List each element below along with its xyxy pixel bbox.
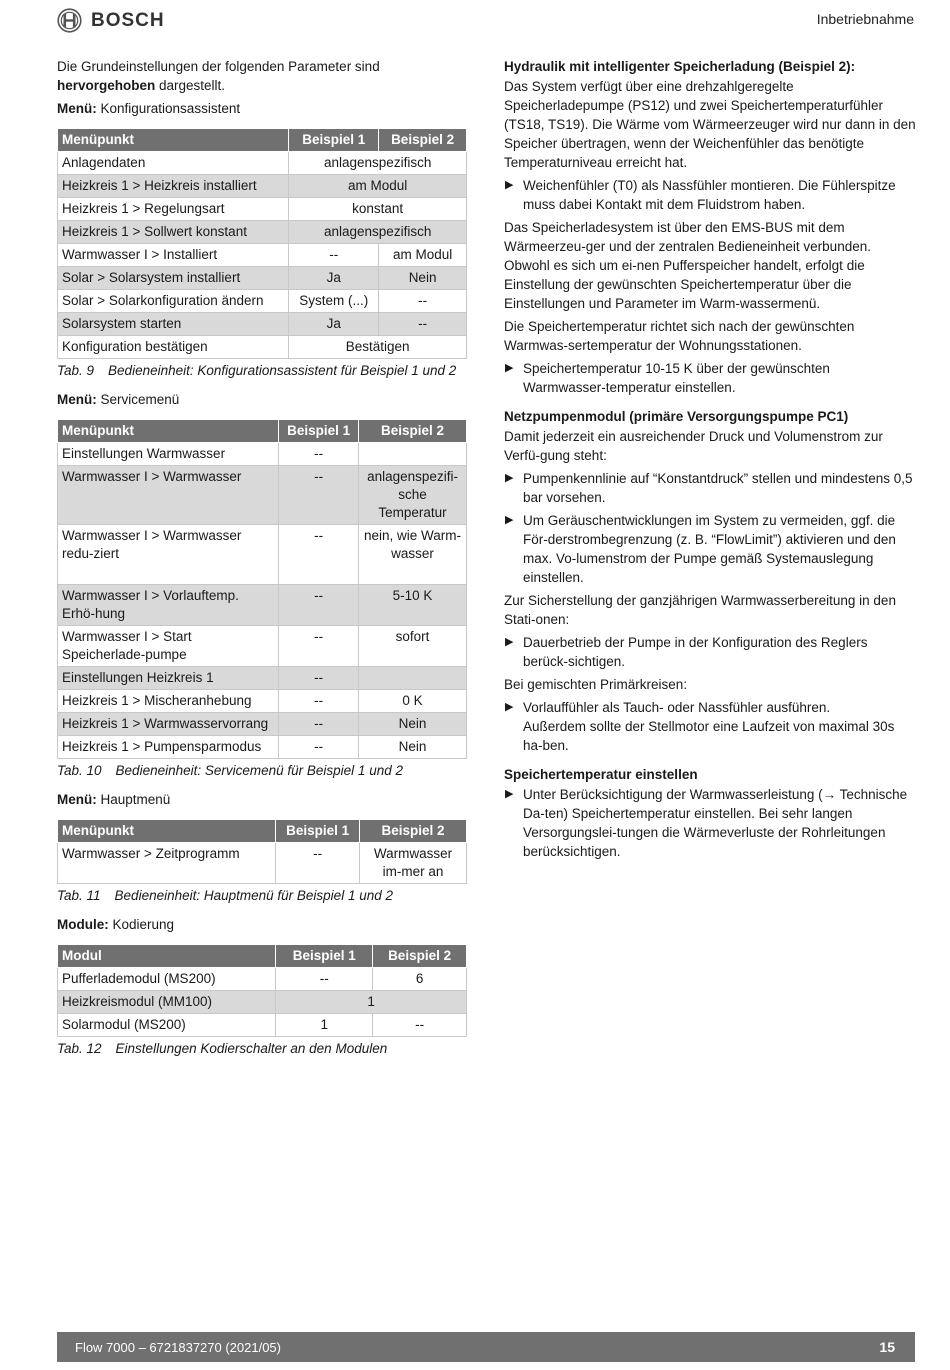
bullet-arrow-icon: ▶ [505, 701, 514, 713]
table-12-coding-switches [57, 944, 467, 1037]
column-header: Beispiel 1 [279, 420, 359, 443]
paragraph: Das Speicherladesystem ist über den EMS-BUS mit dem Wärmeerzeu-ger und der zentralen Bedieneinheit verbunden. Obwohl es sich um ei-nen Pufferspeicher handelt, erfolgt die Einstellung der gewünschten Speichertemperatur über die Einstellungen und Parameter im Warm-wassermenü. [504, 220, 871, 311]
column-header: Menüpunkt [58, 420, 279, 443]
bullet-continuation: Außerdem sollte der Stellmotor eine Laufzeit von maximal 30s ha-ben. [523, 719, 895, 753]
document-reference: Flow 7000 – 6721837270 (2021/05) [75, 1340, 281, 1355]
table-cell: Einstellungen Heizkreis 1 [58, 667, 279, 690]
table-cell: System (...) [289, 290, 379, 313]
table-cell: 0 K [359, 690, 467, 713]
table-row [58, 968, 467, 991]
bullet-item: ▶ Speichertemperatur 10-15 K über der gewünschten Warmwasser-temperatur einstellen. [505, 361, 830, 395]
table-row [58, 221, 467, 244]
intro-text: Die Grundeinstellungen der folgenden Parameter sind hervorgehoben dargestellt. [57, 59, 380, 93]
right-column [504, 57, 916, 865]
table-cell: 5-10 K [359, 585, 467, 626]
table-cell: Konfiguration bestätigen [58, 336, 289, 359]
table-cell: Warmwasser > Zeitprogramm [58, 843, 276, 884]
table-cell: -- [279, 667, 359, 690]
table-cell: anlagenspezifi-sche Temperatur [359, 466, 467, 525]
paragraph: Die Speichertemperatur richtet sich nach der gewünschten Warmwas-sertemperatur der Wohnungsstationen. [504, 319, 855, 353]
section-title: Inbetriebnahme [816, 11, 914, 27]
paragraph: Damit jederzeit ein ausreichender Druck und Volumenstrom zur Verfü-gung steht: [504, 429, 883, 463]
table-cell [359, 667, 467, 690]
heading-speichertemperatur: Speichertemperatur einstellen [504, 767, 698, 782]
bullet-arrow-icon: ▶ [505, 788, 514, 800]
table-cell: -- [279, 525, 359, 585]
table-header-row [58, 420, 467, 443]
table-cell: Heizkreis 1 > Mischeranhebung [58, 690, 279, 713]
table-cell: -- [276, 843, 360, 884]
table-row [58, 667, 467, 690]
bullet-arrow-icon: ▶ [505, 636, 514, 648]
bullet-item: ▶ Weichenfühler (T0) als Nassfühler montieren. Die Fühlerspitze muss dabei Kontakt mit dem Fluidstrom haben. [505, 178, 896, 212]
bullet-arrow-icon: ▶ [505, 179, 514, 191]
column-header: Menüpunkt [58, 129, 289, 152]
column-header: Beispiel 2 [379, 129, 467, 152]
table-row [58, 267, 467, 290]
bullet-arrow-icon: ▶ [505, 514, 514, 526]
table-cell: Warmwasser I > Vorlauftemp. Erhö-hung [58, 585, 279, 626]
column-header: Beispiel 2 [373, 945, 467, 968]
table-cell: -- [379, 313, 467, 336]
table-cell: am Modul [289, 175, 467, 198]
table-cell: -- [379, 290, 467, 313]
bosch-logo [57, 8, 165, 33]
table-cell: Warmwasser I > Warmwasser [58, 466, 279, 525]
table-cell: Ja [289, 267, 379, 290]
paragraph: Zur Sicherstellung der ganzjährigen Warmwasserbereitung in den Stati-onen: [504, 593, 896, 627]
table-row [58, 991, 467, 1014]
table-12-caption: Tab. 12 Einstellungen Kodierschalter an den Modulen [57, 1041, 388, 1056]
column-header: Modul [58, 945, 276, 968]
table-row [58, 525, 467, 585]
bullet-arrow-icon: ▶ [505, 472, 514, 484]
table-cell: Warmwasser im-mer an [360, 843, 467, 884]
table-cell: Bestätigen [289, 336, 467, 359]
column-header: Beispiel 1 [276, 820, 360, 843]
table-cell: -- [279, 466, 359, 525]
bosch-armature-icon [57, 8, 82, 33]
page-header [0, 0, 950, 40]
table-12-label: Module: Kodierung [57, 917, 175, 932]
table-11-main-menu [57, 819, 467, 884]
table-cell: Heizkreis 1 > Sollwert konstant [58, 221, 289, 244]
table-cell: Solar > Solarkonfiguration ändern [58, 290, 289, 313]
table-cell: Warmwasser I > Installiert [58, 244, 289, 267]
table-cell: Heizkreis 1 > Heizkreis installiert [58, 175, 289, 198]
table-10-label: Menü: Servicemenü [57, 392, 180, 407]
table-header-row [58, 945, 467, 968]
heading-netzpumpenmodul: Netzpumpenmodul (primäre Versorgungspumpe PC1) [504, 409, 849, 424]
table-10-caption: Tab. 10 Bedieneinheit: Servicemenü für Beispiel 1 und 2 [57, 763, 403, 778]
table-cell: -- [279, 585, 359, 626]
table-row [58, 585, 467, 626]
table-cell: -- [276, 968, 373, 991]
table-cell: -- [279, 626, 359, 667]
left-column [57, 57, 467, 1068]
table-row [58, 443, 467, 466]
paragraph: Das System verfügt über eine drehzahlgeregelte Speicherladepumpe (PS12) und zwei Speichertemperaturfühler (TS18, TS19). Die Wärme vom Wärmeerzeuger wird nur dann in den Speicher übertragen, wenn der Weichenfühler das benötigte Temperaturniveau erreicht hat. [504, 79, 916, 170]
table-row [58, 244, 467, 267]
column-header: Beispiel 2 [360, 820, 467, 843]
table-cell: am Modul [379, 244, 467, 267]
page-footer [57, 1332, 915, 1362]
table-cell: anlagenspezifisch [289, 152, 467, 175]
table-cell: 1 [276, 1014, 373, 1037]
bullet-item: ▶ Unter Berücksichtigung der Warmwasserleistung (→ Technische Da-ten) Speichertemperatur einstellen. Bei sehr langen Versorgungslei-tungen die Wärmeverluste der Rohrleitungen berücksichtigen. [505, 787, 908, 859]
table-cell: Solarsystem starten [58, 313, 289, 336]
table-cell: -- [279, 713, 359, 736]
table-row [58, 690, 467, 713]
column-header: Beispiel 1 [276, 945, 373, 968]
table-row [58, 736, 467, 759]
table-cell: konstant [289, 198, 467, 221]
table-9-caption: Tab. 9 Bedieneinheit: Konfigurationsassistent für Beispiel 1 und 2 [57, 363, 457, 378]
table-header-row [58, 129, 467, 152]
table-row [58, 336, 467, 359]
table-cell: Pufferlademodul (MS200) [58, 968, 276, 991]
column-header: Beispiel 1 [289, 129, 379, 152]
table-row [58, 175, 467, 198]
table-cell: sofort [359, 626, 467, 667]
table-row [58, 466, 467, 525]
table-row [58, 313, 467, 336]
table-11-caption: Tab. 11 Bedieneinheit: Hauptmenü für Beispiel 1 und 2 [57, 888, 393, 903]
table-cell: Nein [359, 713, 467, 736]
table-cell: Heizkreismodul (MM100) [58, 991, 276, 1014]
table-row [58, 1014, 467, 1037]
table-cell: Einstellungen Warmwasser [58, 443, 279, 466]
table-cell: Nein [379, 267, 467, 290]
table-cell: nein, wie Warm-wasser [359, 525, 467, 585]
heading-hydraulik: Hydraulik mit intelligenter Speicherladung (Beispiel 2): [504, 59, 856, 74]
table-header-row [58, 820, 467, 843]
table-cell: -- [279, 443, 359, 466]
brand-name: BOSCH [91, 10, 165, 31]
table-11-label: Menü: Hauptmenü [57, 792, 171, 807]
table-row [58, 152, 467, 175]
column-header: Menüpunkt [58, 820, 276, 843]
bullet-item: ▶ Um Geräuschentwicklungen im System zu vermeiden, ggf. die För-derstrombegrenzung (z. B. “FlowLimit”) aktivieren und den max. Vo-lumenstrom der Pumpe gemäß Systemauslegung einstellen. [505, 513, 896, 585]
table-cell: anlagenspezifisch [289, 221, 467, 244]
table-row [58, 626, 467, 667]
bullet-arrow-icon: ▶ [505, 362, 514, 374]
table-cell: -- [279, 736, 359, 759]
table-10-service-menu [57, 419, 467, 759]
table-cell: Warmwasser I > Start Speicherlade-pumpe [58, 626, 279, 667]
table-row [58, 713, 467, 736]
table-cell [359, 443, 467, 466]
table-cell: Anlagendaten [58, 152, 289, 175]
bullet-item: ▶ Dauerbetrieb der Pumpe in der Konfiguration des Reglers berück-sichtigen. [505, 635, 868, 669]
column-header: Beispiel 2 [359, 420, 467, 443]
table-cell: Ja [289, 313, 379, 336]
table-cell: Solar > Solarsystem installiert [58, 267, 289, 290]
table-cell: -- [373, 1014, 467, 1037]
bullet-item: ▶ Vorlauffühler als Tauch- oder Nassfühler ausführen. [505, 700, 831, 715]
page-number: 15 [879, 1339, 895, 1355]
table-row [58, 290, 467, 313]
table-cell: -- [279, 690, 359, 713]
paragraph: Bei gemischten Primärkreisen: [504, 677, 688, 692]
table-cell: 1 [276, 991, 467, 1014]
table-cell: Heizkreis 1 > Pumpensparmodus [58, 736, 279, 759]
table-cell: Nein [359, 736, 467, 759]
table-row [58, 198, 467, 221]
table-cell: Warmwasser I > Warmwasser redu-ziert [58, 525, 279, 585]
table-cell: 6 [373, 968, 467, 991]
table-cell: Solarmodul (MS200) [58, 1014, 276, 1037]
table-row [58, 843, 467, 884]
table-cell: Heizkreis 1 > Warmwasservorrang [58, 713, 279, 736]
table-cell: Heizkreis 1 > Regelungsart [58, 198, 289, 221]
table-9-label: Menü: Konfigurationsassistent [57, 101, 241, 116]
bullet-item: ▶ Pumpenkennlinie auf “Konstantdruck” stellen und mindestens 0,5 bar vorsehen. [505, 471, 913, 505]
table-cell: -- [289, 244, 379, 267]
table-9-configuration-assistant [57, 128, 467, 359]
